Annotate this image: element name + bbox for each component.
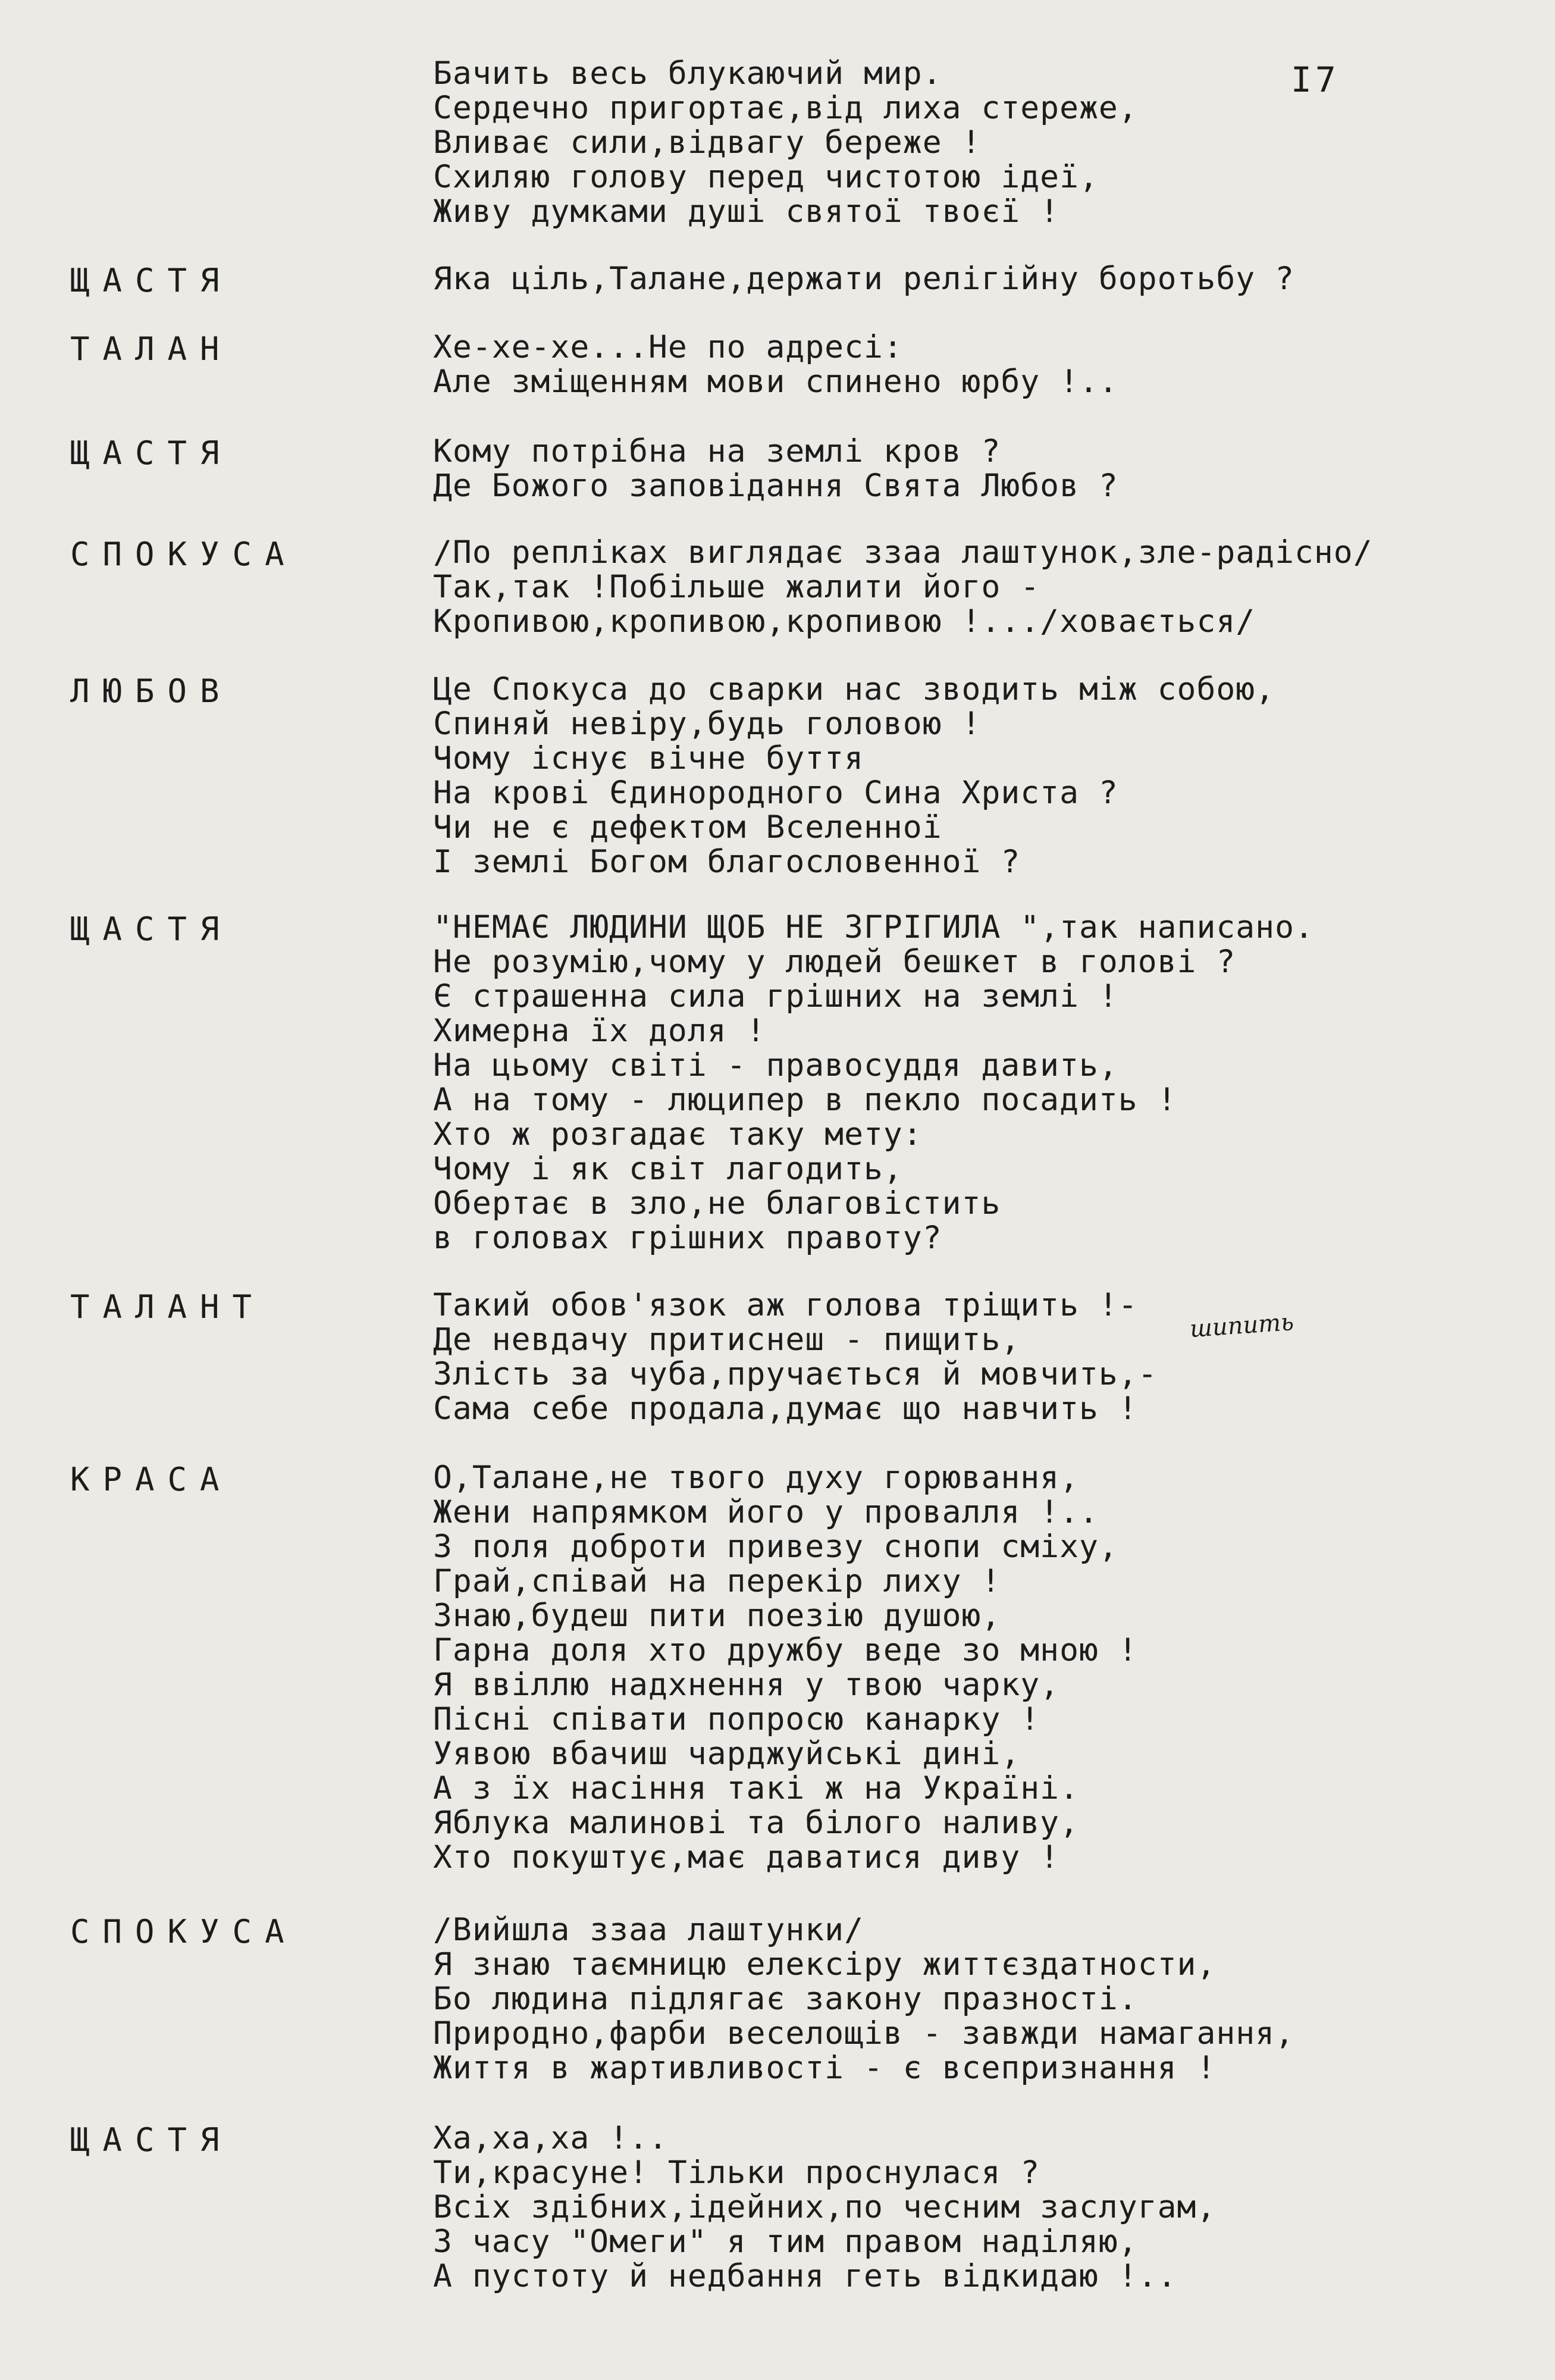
speech-line: Бо людина підлягає закону празності. xyxy=(433,1981,1138,2017)
speech-lines xyxy=(433,330,1118,399)
speech-line: Знаю,будеш пити поезію душою, xyxy=(433,1598,1001,1634)
handwritten-correction: шипить xyxy=(1189,1308,1295,1344)
speech-line: На крові Єдинородного Сина Христа ? xyxy=(433,775,1118,811)
speech-line: З поля доброти привезу снопи сміху, xyxy=(433,1529,1118,1565)
speech-lines xyxy=(433,1461,1138,1875)
page-number: I7 xyxy=(1291,60,1340,100)
speech-line: Химерна їх доля ! xyxy=(433,1013,766,1049)
speaker-name: ЩАСТЯ xyxy=(70,2121,233,2159)
speech-lines xyxy=(433,910,1314,1255)
speech-line: Ха,ха,ха !.. xyxy=(433,2120,668,2156)
speech-line: "НЕМАЄ ЛЮДИНИ ЩОБ НЕ ЗГРІГИЛА ",так написано. xyxy=(433,909,1314,945)
speech-line: Є страшенна сила грішних на землі ! xyxy=(433,978,1118,1014)
speech-line: Я знаю таємницю елексіру життєздатности, xyxy=(433,1946,1217,1983)
speech-lines xyxy=(433,262,1294,296)
speech-line: Бачить весь блукаючий мир. xyxy=(433,55,942,92)
speech-line: Де Божого заповідання Свята Любов ? xyxy=(433,468,1118,504)
speaker-name: ЩАСТЯ xyxy=(70,434,233,472)
speech-line: Яблука малинові та білого наливу, xyxy=(433,1805,1079,1841)
speech-line: Це Спокуса до сварки нас зводить між собою, xyxy=(433,671,1275,707)
speech-line: З часу "Омеги" я тим правом наділяю, xyxy=(433,2224,1138,2260)
speech-lines xyxy=(433,57,1138,229)
speech-line: Хе-хе-хе...Не по адресі: xyxy=(433,329,903,365)
speech-line: Грай,співай на перекір лиху ! xyxy=(433,1563,1001,1599)
speech-line: Чому існує вічне буття xyxy=(433,740,864,776)
speech-lines xyxy=(433,434,1118,503)
speech-line: Ти,красуне! Тільки проснулася ? xyxy=(433,2154,1040,2191)
speech-line: Кому потрібна на землі кров ? xyxy=(433,433,1001,469)
speech-line: Так,так !Побільше жалити його - xyxy=(433,569,1040,605)
speech-line: О,Талане,не твого духу горювання, xyxy=(433,1460,1079,1496)
speech-line: А на тому - люципер в пекло посадить ! xyxy=(433,1082,1177,1118)
speech-line: Життя в жартивливості - є всепризнання ! xyxy=(433,2050,1217,2086)
speaker-name: ЩАСТЯ xyxy=(70,910,233,948)
speech-line: /Вийшла ззаа лаштунки/ xyxy=(433,1912,864,1948)
speech-lines xyxy=(433,2121,1216,2294)
speech-line: Всіх здібних,ідейних,по чесним заслугам, xyxy=(433,2189,1217,2225)
speech-line: Але зміщенням мови спинено юрбу !.. xyxy=(433,364,1118,400)
speech-line: Спиняй невіру,будь головою ! xyxy=(433,706,982,742)
speech-line: Уявою вбачиш чарджуйські дині, xyxy=(433,1736,1021,1772)
speaker-name: СПОКУСА xyxy=(70,536,297,573)
speech-line: Пісні співати попросю канарку ! xyxy=(433,1701,1040,1737)
speech-line: Жени напрямком його у провалля !.. xyxy=(433,1494,1099,1530)
speech-line: Такий обов'язок аж голова тріщить !- xyxy=(433,1287,1138,1323)
speech-line: Я ввіллю надхнення у твою чарку, xyxy=(433,1667,1060,1703)
speech-line: Хто ж розгадає таку мету: xyxy=(433,1116,923,1153)
speech-line: Гарна доля хто дружбу веде зо мною ! xyxy=(433,1632,1138,1668)
speech-line: Злість за чуба,пручається й мовчить,- xyxy=(433,1356,1158,1392)
speech-line: Природно,фарби веселощів - завжди намагання, xyxy=(433,2015,1294,2052)
speech-line: Кропивою,кропивою,кропивою !.../ховається/ xyxy=(433,603,1256,640)
speaker-name: ЛЮБОВ xyxy=(70,672,233,710)
speech-line: Не розумію,чому у людей бешкет в голові ? xyxy=(433,944,1236,980)
speaker-name: СПОКУСА xyxy=(70,1913,297,1950)
speech-line: Чому і як світ лагодить, xyxy=(433,1151,903,1187)
speech-line: в головах грішних правоту? xyxy=(433,1220,942,1256)
speech-lines xyxy=(433,1913,1294,2085)
speech-line: Сама себе продала,думає що навчить ! xyxy=(433,1391,1138,1427)
speech-lines xyxy=(433,536,1373,639)
speech-line: Вливає сили,відвагу береже ! xyxy=(433,124,982,161)
speech-line: На цьому світі - правосуддя давить, xyxy=(433,1047,1118,1083)
speech-line: І землі Богом благословенної ? xyxy=(433,844,1021,880)
speech-line: Схиляю голову перед чистотою ідеї, xyxy=(433,159,1099,195)
speech-line: Де невдачу притиснеш - пищить, xyxy=(433,1321,1021,1358)
speech-line: А з їх насіння такі ж на Україні. xyxy=(433,1770,1079,1806)
speech-line: Обертає в зло,не благовістить xyxy=(433,1185,1001,1222)
speech-line: Сердечно пригортає,від лиха стереже, xyxy=(433,90,1138,126)
speech-lines xyxy=(433,1288,1158,1426)
speaker-name: ЩАСТЯ xyxy=(70,262,233,299)
speaker-name: ТАЛАНТ xyxy=(70,1288,265,1326)
speech-line: А пустоту й недбання геть відкидаю !.. xyxy=(433,2258,1177,2294)
speech-lines xyxy=(433,672,1275,879)
speech-line: Живу думками душі святої твоєї ! xyxy=(433,193,1060,230)
speech-line: Яка ціль,Талане,держати релігійну боротьбу ? xyxy=(433,261,1294,297)
speaker-name: ТАЛАН xyxy=(70,330,233,368)
speaker-name: КРАСА xyxy=(70,1461,233,1498)
speech-line: Чи не є дефектом Вселенної xyxy=(433,809,942,845)
speech-line: Хто покуштує,має даватися диву ! xyxy=(433,1839,1060,1875)
speech-line: /По репліках виглядає ззаа лаштунок,зле-радісно/ xyxy=(433,534,1373,571)
